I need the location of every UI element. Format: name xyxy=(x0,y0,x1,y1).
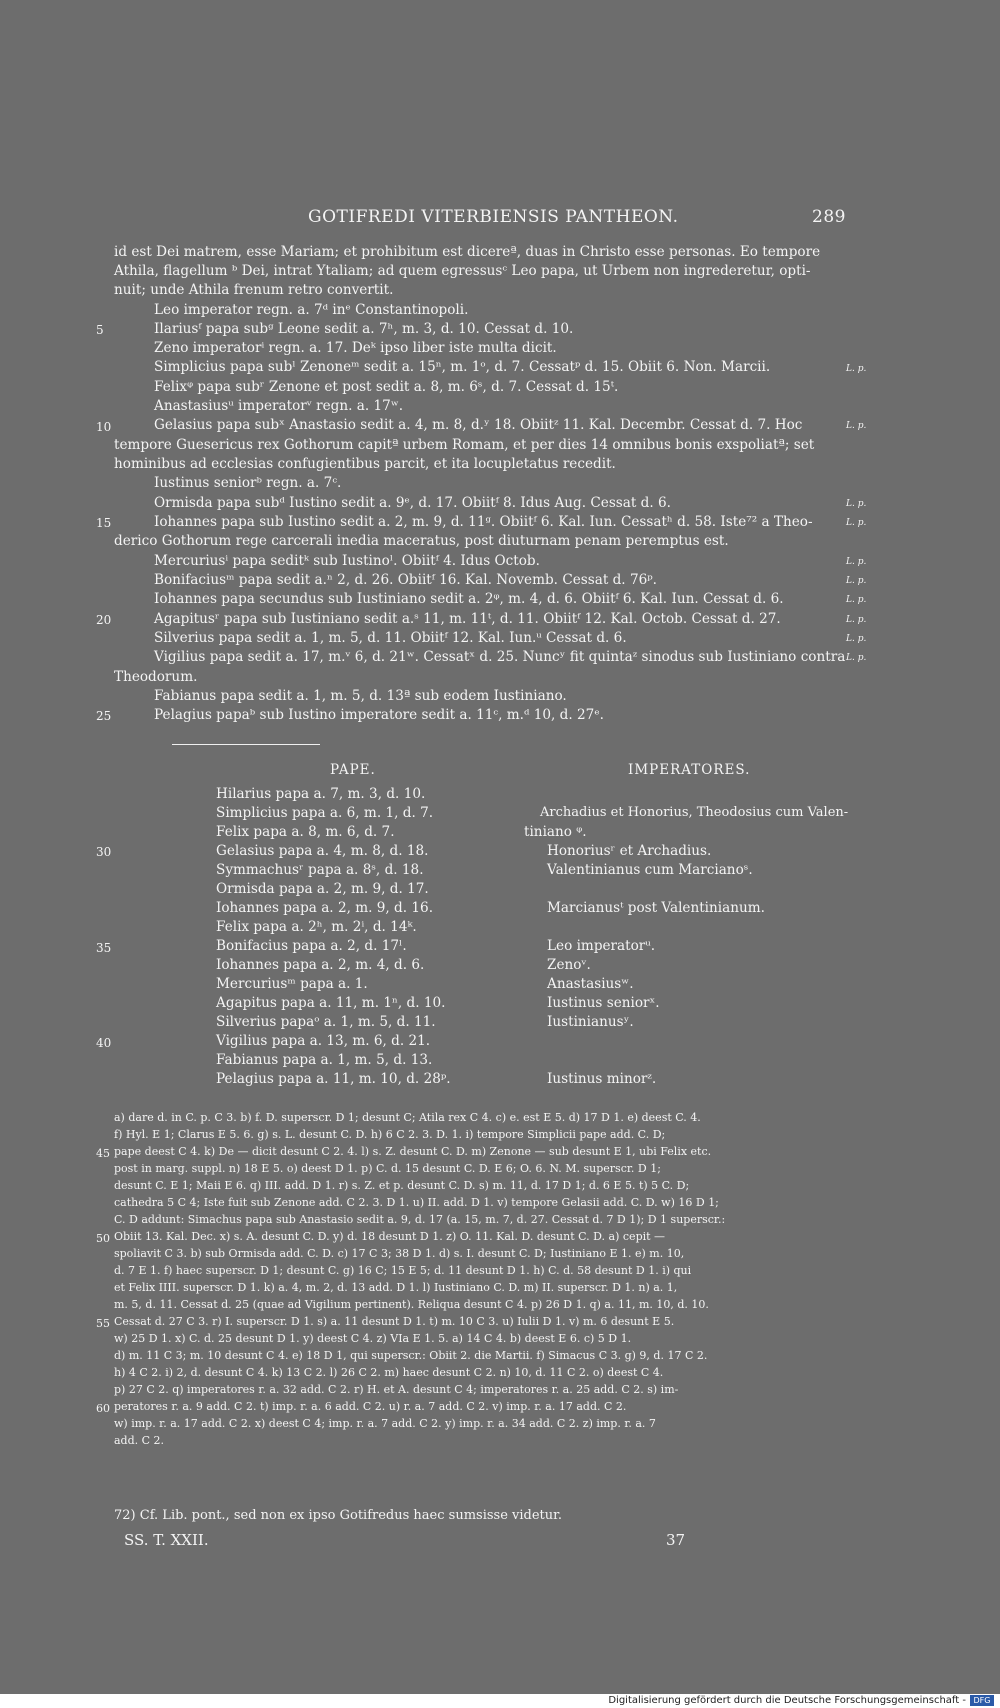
apparatus-line: spoliavit C 3. b) sub Ormisda add. C. D. c) 17 C 3; 38 D 1. d) s. I. desunt C. D; Iustiniano E 1. e) m. 10, xyxy=(114,1247,685,1260)
margin-note: L. p. xyxy=(846,634,867,644)
pope-entry: Felix papa a. 2ʰ, m. 2ⁱ, d. 14ᵏ. xyxy=(216,919,417,935)
apparatus-line: a) dare d. in C. p. C 3. b) f. D. superscr. D 1; desunt C; Atila rex C 4. c) e. est E 5. d) 17 D 1. e) deest C. 4. xyxy=(114,1111,701,1124)
funding-notice: Digitalisierung gefördert durch die Deutsche Forschungsgemeinschaft - xyxy=(608,1695,966,1706)
line-number: 5 xyxy=(96,323,104,337)
section-divider xyxy=(172,744,320,745)
apparatus-line: d. 7 E 1. f) haec superscr. D 1; desunt C. g) 16 C; 15 E 5; d. 11 desunt D 1. h) C. d. 58 desunt D 1. i) qui xyxy=(114,1264,692,1277)
apparatus-line: w) 25 D 1. x) C. d. 25 desunt D 1. y) deest C 4. z) VIa E 1. 5. a) 14 C 4. b) deest E 6. c) 5 D 1. xyxy=(114,1332,632,1345)
pope-entry: Pelagius papa a. 11, m. 10, d. 28ᵖ. xyxy=(216,1071,451,1087)
apparatus-line: h) 4 C 2. i) 2, d. desunt C 4. k) 13 C 2. l) 26 C 2. m) haec desunt C 2. n) 10, d. 11 C 2. o) deest C 4. xyxy=(114,1366,664,1379)
line-number: 50 xyxy=(96,1232,110,1245)
pope-entry: Bonifacius papa a. 2, d. 17ˡ. xyxy=(216,938,407,954)
margin-note: L. p. xyxy=(846,421,867,431)
text-line: Simplicius papa subˡ Zenoneᵐ sedit a. 15ⁿ, m. 1ᵒ, d. 7. Cessatᵖ d. 15. Obiit 6. Non. Marcii. xyxy=(154,359,771,375)
emperor-entry: Valentinianus cum Marcianoˢ. xyxy=(547,862,753,878)
text-line: Athila, flagellum ᵇ Dei, intrat Ytaliam; ad quem egressusᶜ Leo papa, ut Urbem non ingrederetur, opti- xyxy=(114,263,811,279)
apparatus-line: d) m. 11 C 3; m. 10 desunt C 4. e) 18 D 1, qui superscr.: Obiit 2. die Martii. f) Simacus C 3. g) 9, d. 17 C 2. xyxy=(114,1349,708,1362)
column-header-imperatores: IMPERATORES. xyxy=(628,762,751,778)
page-number: 289 xyxy=(812,207,846,227)
apparatus-line: m. 5, d. 11. Cessat d. 25 (quae ad Vigilium pertinent). Reliqua desunt C 4. p) 26 D 1. q) a. 11, m. 10, d. 10. xyxy=(114,1298,709,1311)
line-number: 45 xyxy=(96,1147,110,1160)
dfg-logo: DFG xyxy=(970,1695,994,1706)
text-line: Pelagius papaᵇ sub Iustino imperatore sedit a. 11ᶜ, m.ᵈ 10, d. 27ᵉ. xyxy=(154,707,604,723)
emperor-entry: Zenoᵛ. xyxy=(547,957,591,973)
emperor-entry: tiniano ᵠ. xyxy=(524,824,587,840)
footnote-72: 72) Cf. Lib. pont., sed non ex ipso Gotifredus haec sumsisse videtur. xyxy=(114,1508,563,1523)
pope-entry: Fabianus papa a. 1, m. 5, d. 13. xyxy=(216,1052,433,1068)
text-line: Ilariusᶠ papa subᵍ Leone sedit a. 7ʰ, m. 3, d. 10. Cessat d. 10. xyxy=(154,321,574,337)
line-number: 30 xyxy=(96,845,112,859)
running-title: GOTIFREDI VITERBIENSIS PANTHEON. xyxy=(308,207,679,227)
emperor-entry: Honoriusʳ et Archadius. xyxy=(547,843,712,859)
emperor-entry: Anastasiusʷ. xyxy=(547,976,634,992)
apparatus-line: C. D addunt: Simachus papa sub Anastasio sedit a. 9, d. 17 (a. 15, m. 7, d. 27. Cessat d. 7 D 1); D 1 superscr.: xyxy=(114,1213,726,1226)
text-line: Gelasius papa subˣ Anastasio sedit a. 4, m. 8, d.ʸ 18. Obiitᶻ 11. Kal. Decembr. Cessat d. 7. Hoc xyxy=(154,417,803,433)
text-line: Felixᵠ papa subʳ Zenone et post sedit a. 8, m. 6ˢ, d. 7. Cessat d. 15ᵗ. xyxy=(154,379,619,395)
apparatus-line: peratores r. a. 9 add. C 2. t) imp. r. a. 6 add. C 2. u) r. a. 7 add. C 2. v) imp. r. a. 17 add. C 2. xyxy=(114,1400,627,1413)
pope-entry: Mercuriusᵐ papa a. 1. xyxy=(216,976,368,992)
pope-entry: Simplicius papa a. 6, m. 1, d. 7. xyxy=(216,805,434,821)
margin-note: L. p. xyxy=(846,557,867,567)
text-line: Iohannes papa secundus sub Iustiniano sedit a. 2ᵠ, m. 4, d. 6. Obiitᶠ 6. Kal. Iun. Cessat d. 6. xyxy=(154,591,784,607)
line-number: 15 xyxy=(96,516,112,530)
text-line: Silverius papa sedit a. 1, m. 5, d. 11. Obiitᶠ 12. Kal. Iun.ᵘ Cessat d. 6. xyxy=(154,630,627,646)
pope-entry: Felix papa a. 8, m. 6, d. 7. xyxy=(216,824,395,840)
text-line: Theodorum. xyxy=(114,669,198,685)
apparatus-line: f) Hyl. E 1; Clarus E 5. 6. g) s. L. desunt C. D. h) 6 C 2. 3. D. 1. i) tempore Simplicii pape add. C. D; xyxy=(114,1128,666,1141)
text-line: hominibus ad ecclesias confugientibus parcit, et ita locupletatus recedit. xyxy=(114,456,616,472)
margin-note: L. p. xyxy=(846,518,867,528)
pope-entry: Ormisda papa a. 2, m. 9, d. 17. xyxy=(216,881,429,897)
emperor-entry: Iustinianusʸ. xyxy=(547,1014,634,1030)
pope-entry: Gelasius papa a. 4, m. 8, d. 18. xyxy=(216,843,429,859)
emperor-entry: Marcianusᵗ post Valentinianum. xyxy=(547,900,765,916)
text-line: Agapitusʳ papa sub Iustiniano sedit a.ˢ 11, m. 11ᵗ, d. 11. Obiitᶠ 12. Kal. Octob. Cessat d. 27. xyxy=(154,611,781,627)
text-line: Bonifaciusᵐ papa sedit a.ⁿ 2, d. 26. Obiitᶠ 16. Kal. Novemb. Cessat d. 76ᵖ. xyxy=(154,572,658,588)
line-number: 10 xyxy=(96,420,112,434)
text-line: Iustinus seniorᵇ regn. a. 7ᶜ. xyxy=(154,475,342,491)
margin-note: L. p. xyxy=(846,576,867,586)
margin-note: L. p. xyxy=(846,653,867,663)
text-line: Ormisda papa subᵈ Iustino sedit a. 9ᵉ, d. 17. Obiitᶠ 8. Idus Aug. Cessat d. 6. xyxy=(154,495,671,511)
text-line: Zeno imperatorⁱ regn. a. 17. Deᵏ ipso liber iste multa dicit. xyxy=(154,340,557,356)
apparatus-line: cathedra 5 C 4; Iste fuit sub Zenone add. C 2. 3. D 1. u) II. add. D 1. v) tempore Gelasii add. C. D. w) 16 D 1; xyxy=(114,1196,719,1209)
pope-entry: Vigilius papa a. 13, m. 6, d. 21. xyxy=(216,1033,431,1049)
text-line: Leo imperator regn. a. 7ᵈ inᵉ Constantinopoli. xyxy=(154,302,469,318)
margin-note: L. p. xyxy=(846,499,867,509)
margin-note: L. p. xyxy=(846,364,867,374)
pope-entry: Iohannes papa a. 2, m. 9, d. 16. xyxy=(216,900,434,916)
apparatus-line: add. C 2. xyxy=(114,1434,165,1447)
text-line: Mercuriusⁱ papa seditᵏ sub Iustinoˡ. Obiitᶠ 4. Idus Octob. xyxy=(154,553,540,569)
emperor-entry: Leo imperatorᵘ. xyxy=(547,938,656,954)
line-number: 25 xyxy=(96,709,112,723)
line-number: 35 xyxy=(96,941,112,955)
apparatus-line: p) 27 C 2. q) imperatores r. a. 32 add. C 2. r) H. et A. desunt C 4; imperatores r. a. 25 add. C 2. s) im- xyxy=(114,1383,679,1396)
apparatus-line: Cessat d. 27 C 3. r) I. superscr. D 1. s) a. 11 desunt D 1. t) m. 10 C 3. u) Iulii D 1. v) m. 6 desunt E 5. xyxy=(114,1315,675,1328)
text-line: derico Gothorum rege carcerali inedia maceratus, post diuturnam penam peremptus est. xyxy=(114,533,729,549)
pope-entry: Iohannes papa a. 2, m. 4, d. 6. xyxy=(216,957,425,973)
line-number: 40 xyxy=(96,1036,112,1050)
apparatus-line: pape deest C 4. k) De — dicit desunt C 2. 4. l) s. Z. desunt C. D. m) Zenone — sub desunt E 1, ubi Felix etc. xyxy=(114,1145,712,1158)
margin-note: L. p. xyxy=(846,595,867,605)
pope-entry: Symmachusʳ papa a. 8ˢ, d. 18. xyxy=(216,862,424,878)
pope-entry: Silverius papaᵒ a. 1, m. 5, d. 11. xyxy=(216,1014,436,1030)
text-line: id est Dei matrem, esse Mariam; et prohibitum est dicereª, duas in Christo esse personas. Eo tempore xyxy=(114,244,821,260)
text-line: Fabianus papa sedit a. 1, m. 5, d. 13ª sub eodem Iustiniano. xyxy=(154,688,567,704)
sheet-number: 37 xyxy=(666,1531,686,1549)
text-line: nuit; unde Athila frenum retro convertit. xyxy=(114,282,394,298)
apparatus-line: desunt C. E 1; Maii E 6. q) III. add. D 1. r) s. Z. et p. desunt C. D. s) m. 11, d. 17 D 1; d. 6 E 5. t) 5 C. D; xyxy=(114,1179,690,1192)
text-line: Anastasiusᵘ imperatorᵛ regn. a. 17ʷ. xyxy=(154,398,404,414)
pope-entry: Hilarius papa a. 7, m. 3, d. 10. xyxy=(216,786,426,802)
text-line: Iohannes papa sub Iustino sedit a. 2, m. 9, d. 11ᵍ. Obiitᶠ 6. Kal. Iun. Cessatʰ d. 58. Iste⁷² a Theo- xyxy=(154,514,813,530)
emperor-entry: Iustinus seniorˣ. xyxy=(547,995,660,1011)
apparatus-line: et Felix IIII. superscr. D 1. k) a. 4, m. 2, d. 13 add. D 1. l) Iustiniano C. D. m) II. superscr. D 1. n) a. 1, xyxy=(114,1281,678,1294)
pope-entry: Agapitus papa a. 11, m. 1ⁿ, d. 10. xyxy=(216,995,446,1011)
column-header-pape: PAPE. xyxy=(330,762,376,778)
line-number: 60 xyxy=(96,1402,110,1415)
apparatus-line: Obiit 13. Kal. Dec. x) s. A. desunt C. D. y) d. 18 desunt D 1. z) O. 11. Kal. D. desunt C. D. a) cepit — xyxy=(114,1230,666,1243)
emperor-entry: Iustinus minorᶻ. xyxy=(547,1071,657,1087)
apparatus-line: w) imp. r. a. 17 add. C 2. x) deest C 4; imp. r. a. 7 add. C 2. y) imp. r. a. 34 add. C 2. z) imp. r. a. 7 xyxy=(114,1417,656,1430)
text-line: Vigilius papa sedit a. 17, m.ᵛ 6, d. 21ʷ. Cessatˣ d. 25. Nuncʸ fit quintaᶻ sinodus sub Iustiniano contra xyxy=(154,649,846,665)
line-number: 20 xyxy=(96,613,112,627)
volume-signature: SS. T. XXII. xyxy=(124,1531,209,1549)
margin-note: L. p. xyxy=(846,615,867,625)
line-number: 55 xyxy=(96,1317,110,1330)
text-line: tempore Guesericus rex Gothorum capitª urbem Romam, et per dies 14 omnibus bonis exspoliatª; set xyxy=(114,437,815,453)
apparatus-line: post in marg. suppl. n) 18 E 5. o) deest D 1. p) C. d. 15 desunt C. D. E 6; O. 6. N. M. superscr. D 1; xyxy=(114,1162,661,1175)
emperor-entry: Archadius et Honorius, Theodosius cum Valen- xyxy=(540,805,849,820)
